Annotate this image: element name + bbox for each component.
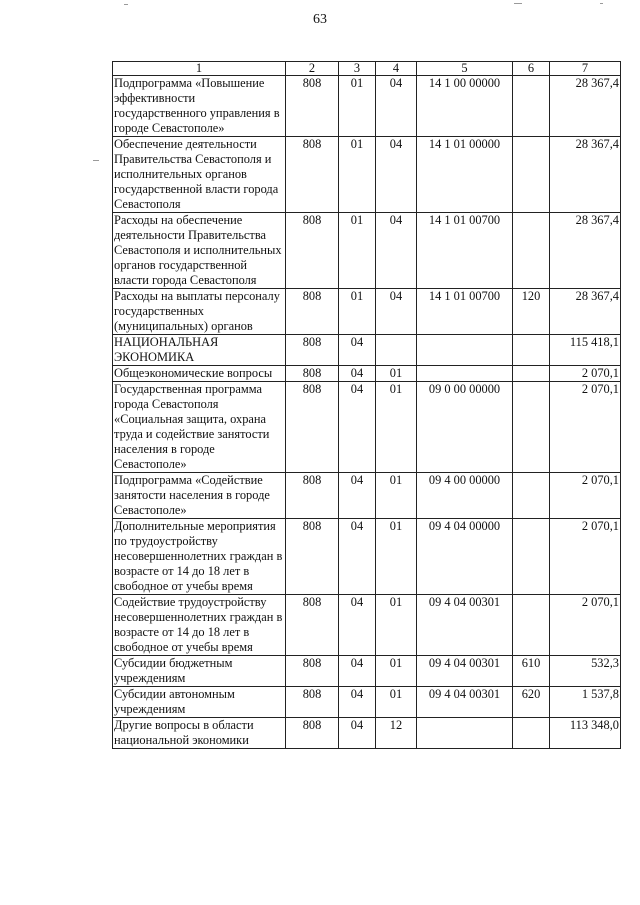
expense-type-code [513,382,550,473]
table-row [113,366,621,382]
section-code: 04 [339,519,376,595]
row-name: Расходы на выплаты персоналу государственных (муниципальных) органов [113,289,286,335]
target-article-code: 09 4 04 00000 [417,519,513,595]
grbs-code: 808 [286,656,339,687]
expense-type-code [513,335,550,366]
expense-type-code [513,76,550,137]
row-name: Дополнительные мероприятия по трудоустройству несовершеннолетних граждан в возрасте от 14 до 18 лет в свободное от учебы время [113,519,286,595]
grbs-code: 808 [286,519,339,595]
target-article-code: 14 1 01 00700 [417,289,513,335]
amount: 2 070,1 [550,382,621,473]
expense-type-code: 620 [513,687,550,718]
amount: 28 367,4 [550,213,621,289]
section-code: 04 [339,366,376,382]
section-code: 04 [339,473,376,519]
grbs-code: 808 [286,76,339,137]
subsection-code: 04 [376,76,417,137]
row-name: Содействие трудоустройству несовершеннолетних граждан в возрасте от 14 до 18 лет в свободное от учебы время [113,595,286,656]
grbs-code: 808 [286,289,339,335]
row-name: Другие вопросы в области национальной экономики [113,718,286,749]
target-article-code [417,366,513,382]
section-code: 01 [339,76,376,137]
table-row [113,656,621,687]
amount: 2 070,1 [550,473,621,519]
subsection-code: 01 [376,366,417,382]
row-name: НАЦИОНАЛЬНАЯ ЭКОНОМИКА [113,335,286,366]
row-name: Субсидии автономным учреждениям [113,687,286,718]
amount: 2 070,1 [550,366,621,382]
section-code: 04 [339,656,376,687]
grbs-code: 808 [286,137,339,213]
amount: 2 070,1 [550,519,621,595]
amount: 532,3 [550,656,621,687]
subsection-code: 04 [376,289,417,335]
column-header: 3 [339,62,376,76]
amount: 28 367,4 [550,76,621,137]
table-row [113,382,621,473]
target-article-code: 09 4 04 00301 [417,595,513,656]
target-article-code: 14 1 01 00700 [417,213,513,289]
section-code: 04 [339,687,376,718]
grbs-code: 808 [286,335,339,366]
expense-type-code [513,473,550,519]
section-code: 01 [339,213,376,289]
target-article-code [417,718,513,749]
table-row [113,687,621,718]
table-row [113,595,621,656]
row-name: Подпрограмма «Содействие занятости населения в городе Севастополе» [113,473,286,519]
grbs-code: 808 [286,718,339,749]
target-article-code: 14 1 01 00000 [417,137,513,213]
page-number: 63 [313,12,327,27]
section-code: 01 [339,289,376,335]
column-header: 7 [550,62,621,76]
table-row [113,137,621,213]
margin-mark [93,160,99,161]
table-row [113,519,621,595]
section-code: 04 [339,382,376,473]
target-article-code [417,335,513,366]
table-row [113,76,621,137]
expense-type-code [513,718,550,749]
subsection-code: 01 [376,687,417,718]
grbs-code: 808 [286,595,339,656]
subsection-code: 04 [376,213,417,289]
grbs-code: 808 [286,213,339,289]
expense-type-code [513,137,550,213]
budget-table [112,61,621,749]
expense-type-code: 120 [513,289,550,335]
table-row [113,213,621,289]
grbs-code: 808 [286,473,339,519]
table-row [113,473,621,519]
table-row [113,335,621,366]
row-name: Подпрограмма «Повышение эффективности государственного управления в городе Севастополе» [113,76,286,137]
subsection-code: 04 [376,137,417,213]
subsection-code: 01 [376,519,417,595]
amount: 115 418,1 [550,335,621,366]
target-article-code: 09 0 00 00000 [417,382,513,473]
row-name: Государственная программа города Севастополя «Социальная защита, охрана труда и содействие занятости населения в городе Севастополе» [113,382,286,473]
expense-type-code [513,519,550,595]
expense-type-code [513,595,550,656]
row-name: Общеэкономические вопросы [113,366,286,382]
subsection-code: 01 [376,382,417,473]
subsection-code: 01 [376,656,417,687]
column-header: 4 [376,62,417,76]
expense-type-code [513,213,550,289]
margin-mark [600,3,603,4]
section-code: 01 [339,137,376,213]
column-header: 6 [513,62,550,76]
amount: 113 348,0 [550,718,621,749]
row-name: Расходы на обеспечение деятельности Правительства Севастополя и исполнительных органов государственной власти города Севастополя [113,213,286,289]
row-name: Субсидии бюджетным учреждениям [113,656,286,687]
subsection-code: 01 [376,473,417,519]
row-name: Обеспечение деятельности Правительства Севастополя и исполнительных органов государственной власти города Севастополя [113,137,286,213]
section-code: 04 [339,595,376,656]
grbs-code: 808 [286,687,339,718]
expense-type-code [513,366,550,382]
margin-mark [514,3,522,4]
column-header: 1 [113,62,286,76]
amount: 28 367,4 [550,289,621,335]
table-row [113,718,621,749]
subsection-code: 01 [376,595,417,656]
table-header-row [113,62,621,76]
target-article-code: 09 4 04 00301 [417,687,513,718]
amount: 1 537,8 [550,687,621,718]
margin-mark [124,4,128,5]
section-code: 04 [339,718,376,749]
expense-type-code: 610 [513,656,550,687]
section-code: 04 [339,335,376,366]
grbs-code: 808 [286,366,339,382]
target-article-code: 09 4 00 00000 [417,473,513,519]
grbs-code: 808 [286,382,339,473]
subsection-code [376,335,417,366]
column-header: 2 [286,62,339,76]
column-header: 5 [417,62,513,76]
target-article-code: 14 1 00 00000 [417,76,513,137]
target-article-code: 09 4 04 00301 [417,656,513,687]
table-row [113,289,621,335]
amount: 28 367,4 [550,137,621,213]
subsection-code: 12 [376,718,417,749]
amount: 2 070,1 [550,595,621,656]
